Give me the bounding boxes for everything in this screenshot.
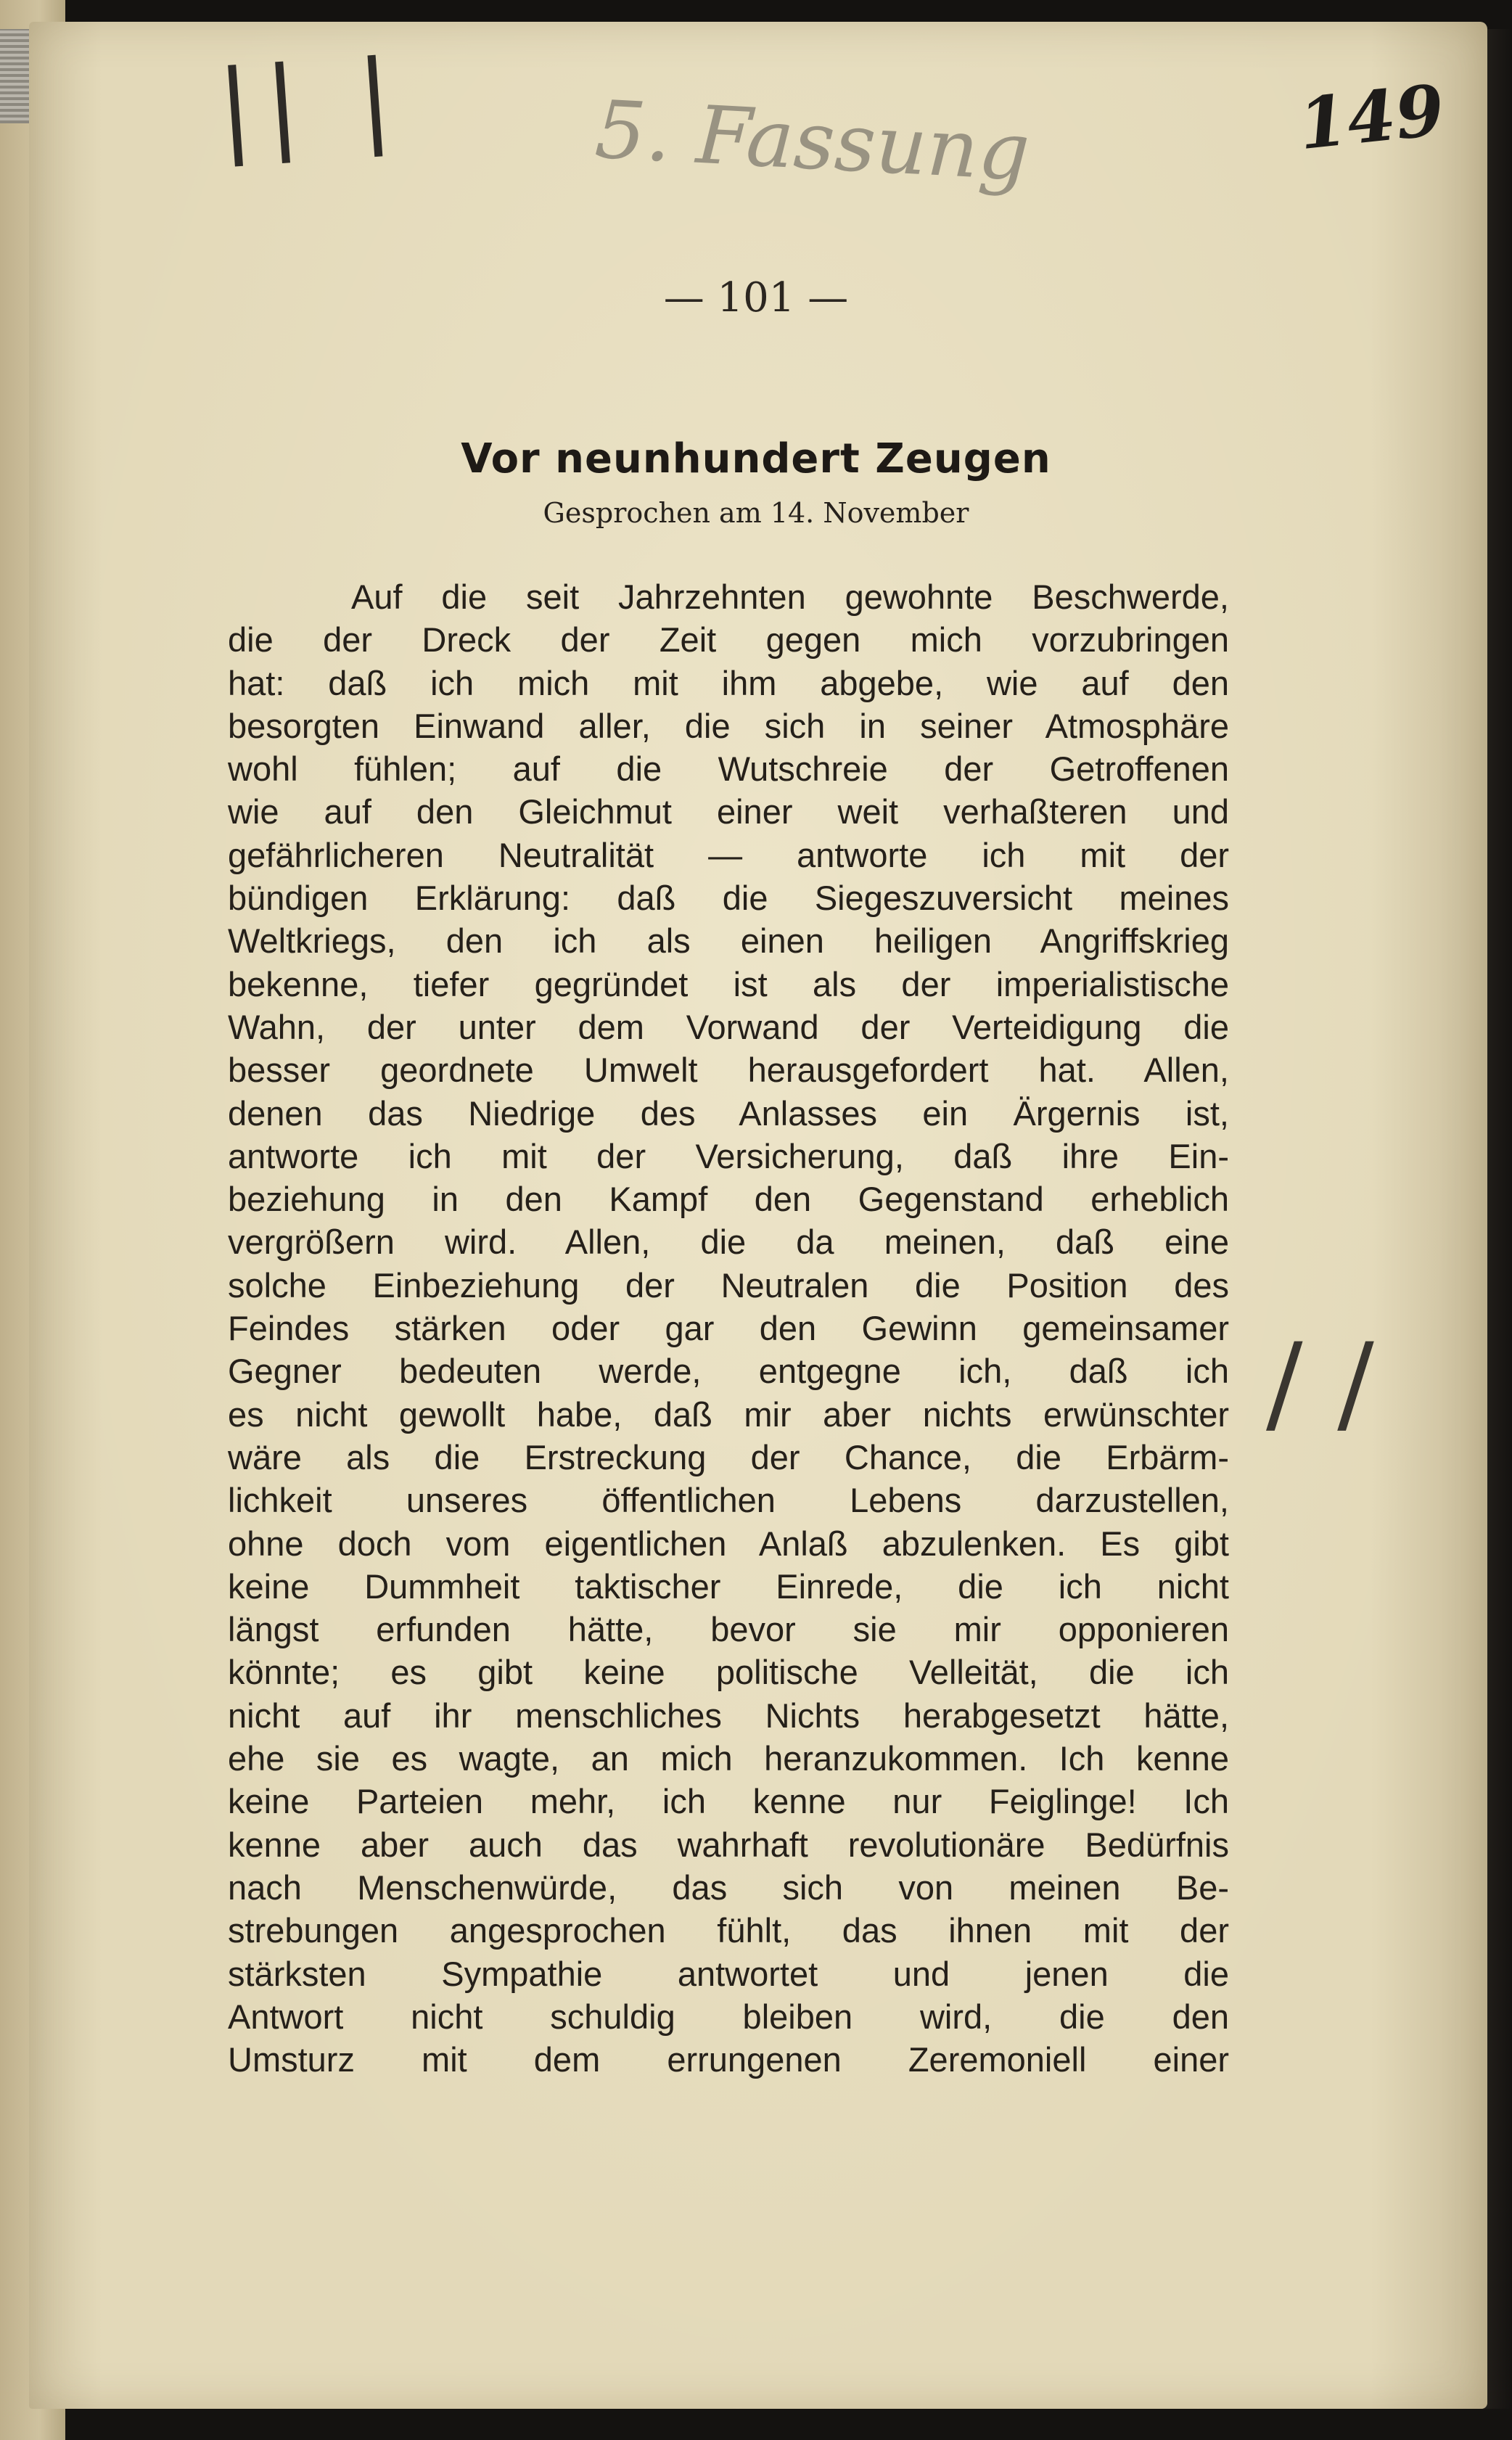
binding-cloth: [0, 29, 29, 123]
body-line: könnte; es gibt keine politische Velleität, die ich: [228, 1653, 1229, 1692]
body-line: antworte ich mit der Versicherung, daß ihre Ein-: [228, 1136, 1229, 1175]
body-line: denen das Niedrige des Anlasses ein Ärgernis ist,: [228, 1093, 1229, 1133]
body-line: bündigen Erklärung: daß die Siegeszuversicht meines: [228, 879, 1229, 918]
body-line: stärksten Sympathie antwortet und jenen die: [228, 1954, 1229, 1993]
body-line: keine Dummheit taktischer Einrede, die ich nicht: [228, 1566, 1229, 1606]
pencil-annotation-top: || |: [213, 37, 409, 168]
page-number: — 101 —: [663, 274, 849, 321]
chapter-subtitle: Gesprochen am 14. November: [543, 497, 969, 529]
body-line: Umsturz mit dem errungenen Zeremoniell einer: [228, 2040, 1229, 2079]
body-line: nach Menschenwürde, das sich von meinen Be-: [228, 1868, 1229, 1907]
body-line: Feindes stärken oder gar den Gewinn gemeinsamer: [228, 1309, 1229, 1348]
body-line: Wahn, der unter dem Vorwand der Verteidigung die: [228, 1007, 1229, 1046]
body-line: ohne doch vom eigentlichen Anlaß abzulenken. Es gibt: [228, 1524, 1229, 1563]
body-line: kenne aber auch das wahrhaft revolutionäre Bedürfnis: [228, 1825, 1229, 1864]
body-line: die der Dreck der Zeit gegen mich vorzubringen: [228, 620, 1229, 660]
body-text: [228, 575, 1229, 2081]
pencil-annotation-faint: 5. Fassung: [593, 83, 1032, 199]
body-line: wohl fühlen; auf die Wutschreie der Getroffenen: [228, 749, 1229, 789]
folio-number: 149: [1294, 68, 1448, 166]
body-line: Gegner bedeuten werde, entgegne ich, daß ich: [228, 1352, 1229, 1391]
body-line: Auf die seit Jahrzehnten gewohnte Beschwerde,: [351, 578, 1229, 616]
body-line: lichkeit unseres öffentlichen Lebens darzustellen,: [228, 1481, 1229, 1520]
body-line: keine Parteien mehr, ich kenne nur Feiglinge! Ich: [228, 1782, 1229, 1821]
body-line: strebungen angesprochen fühlt, das ihnen mit der: [228, 1911, 1229, 1950]
body-line: Antwort nicht schuldig bleiben wird, die den: [228, 1997, 1229, 2036]
body-line: vergrößern wird. Allen, die da meinen, daß eine: [228, 1223, 1229, 1262]
body-line: bekenne, tiefer gegründet ist als der imperialistische: [228, 964, 1229, 1003]
body-line: hat: daß ich mich mit ihm abgebe, wie auf den: [228, 663, 1229, 702]
chapter-title: Vor neunhundert Zeugen: [461, 435, 1051, 482]
body-line: wäre als die Erstreckung der Chance, die Erbärm-: [228, 1437, 1229, 1476]
body-line: Weltkriegs, den ich als einen heiligen Angriffskrieg: [228, 921, 1229, 961]
body-line: nicht auf ihr menschliches Nichts herabgesetzt hätte,: [228, 1696, 1229, 1735]
body-line: gefährlicheren Neutralität — antworte ich mit der: [228, 835, 1229, 874]
body-line: ehe sie es wagte, an mich heranzukommen. Ich kenne: [228, 1739, 1229, 1778]
body-line: beziehung in den Kampf den Gegenstand erheblich: [228, 1180, 1229, 1219]
body-line: besser geordnete Umwelt herausgefordert hat. Allen,: [228, 1051, 1229, 1090]
margin-annotation: / /: [1266, 1320, 1374, 1447]
body-line: besorgten Einwand aller, die sich in seiner Atmosphäre: [228, 706, 1229, 745]
body-line: es nicht gewollt habe, daß mir aber nichts erwünschter: [228, 1394, 1229, 1434]
body-line: längst erfunden hätte, bevor sie mir opponieren: [228, 1610, 1229, 1649]
body-line: solche Einbeziehung der Neutralen die Position des: [228, 1265, 1229, 1305]
body-line: wie auf den Gleichmut einer weit verhaßteren und: [228, 792, 1229, 831]
